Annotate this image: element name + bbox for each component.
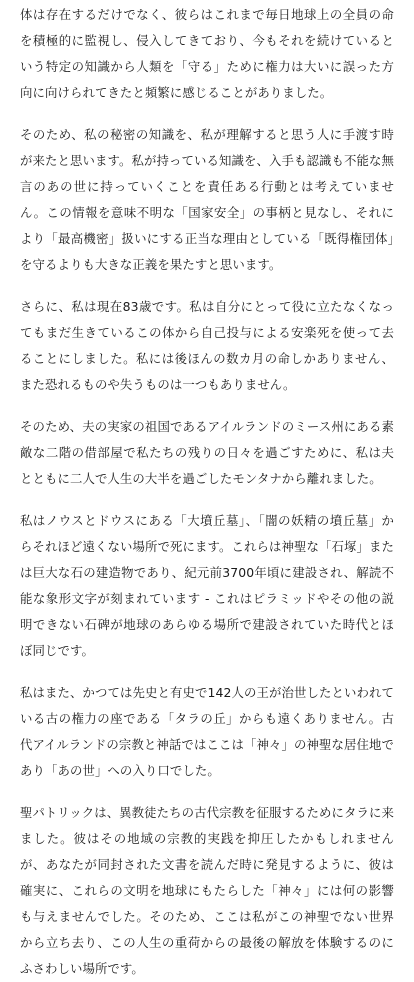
paragraph-3: さらに、私は現在83歳です。私は自分にとって役に立たなくなってもまだ生きているこの体から自己投与による安楽死を使って去ることにしました。私には後ほんの数カ月の命しかありません、また恐れるものや失うものは一つもありません。 — [20, 299, 394, 392]
paragraph-1: 体は存在するだけでなく、彼らはこれまで毎日地球上の全員の命を積極的に監視し、侵入してきており、今もそれを続けているという特定の知識から人類を「守る」ために権力は大いに誤った方向に向けられてきたと頻繁に感じることがありました。 — [20, 7, 394, 100]
paragraph-5: 私はノウスとドウスにある「大墳丘墓」、「闇の妖精の墳丘墓」からそれほど遠くない場所で死にます。これらは神聖な「石塚」または巨大な石の建造物であり、紀元前3700年頃に建設され、解読不能な象形文字が刻まれています - これはピラミッドやその他の説明できない石碑が地球のあらゆる場所で建設されていた時代とほぼ同じです。 — [20, 513, 394, 658]
paragraph-2: そのため、私の秘密の知識を、私が理解すると思う人に手渡す時が来たと思います。私が持っている知識を、入手も認識も不能な無言のあの世に持っていくことを責任ある行動とは考えていません。この情報を意味不明な「国家安全」の事柄と見なし、それにより「最高機密」扱いにする正当な理由としている「既得権団体」を守るよりも大きな正義を果たすと思います。 — [20, 127, 394, 272]
paragraph-7: 聖パトリックは、異教徒たちの古代宗教を征服するためにタラに来ました。彼はその地域の宗教的実践を抑圧したかもしれませんが、あなたが同封された文書を読んだ時に発見するように、彼は確実に、これらの文明を地球にもたらした「神々」には何の影響も与えませんでした。そのため、ここは私がこの神聖でない世界から立ち去り、この人生の重荷からの最後の解放を体験するのにふさわしい場所です。 — [20, 805, 394, 976]
paragraph-4: そのため、夫の実家の祖国であるアイルランドのミース州にある素敵な二階の借部屋で私たちの残りの日々を過ごすために、私は夫とともに二人で人生の大半を過ごしたモンタナから離れました。 — [20, 419, 394, 486]
paragraph-6: 私はまた、かつては先史と有史で142人の王が治世したといわれている古の権力の座である「タラの丘」からも遠くありません。古代アイルランドの宗教と神話ではここは「神々」の神聖な居住地であり「あの世」への入り口でした。 — [20, 685, 394, 778]
